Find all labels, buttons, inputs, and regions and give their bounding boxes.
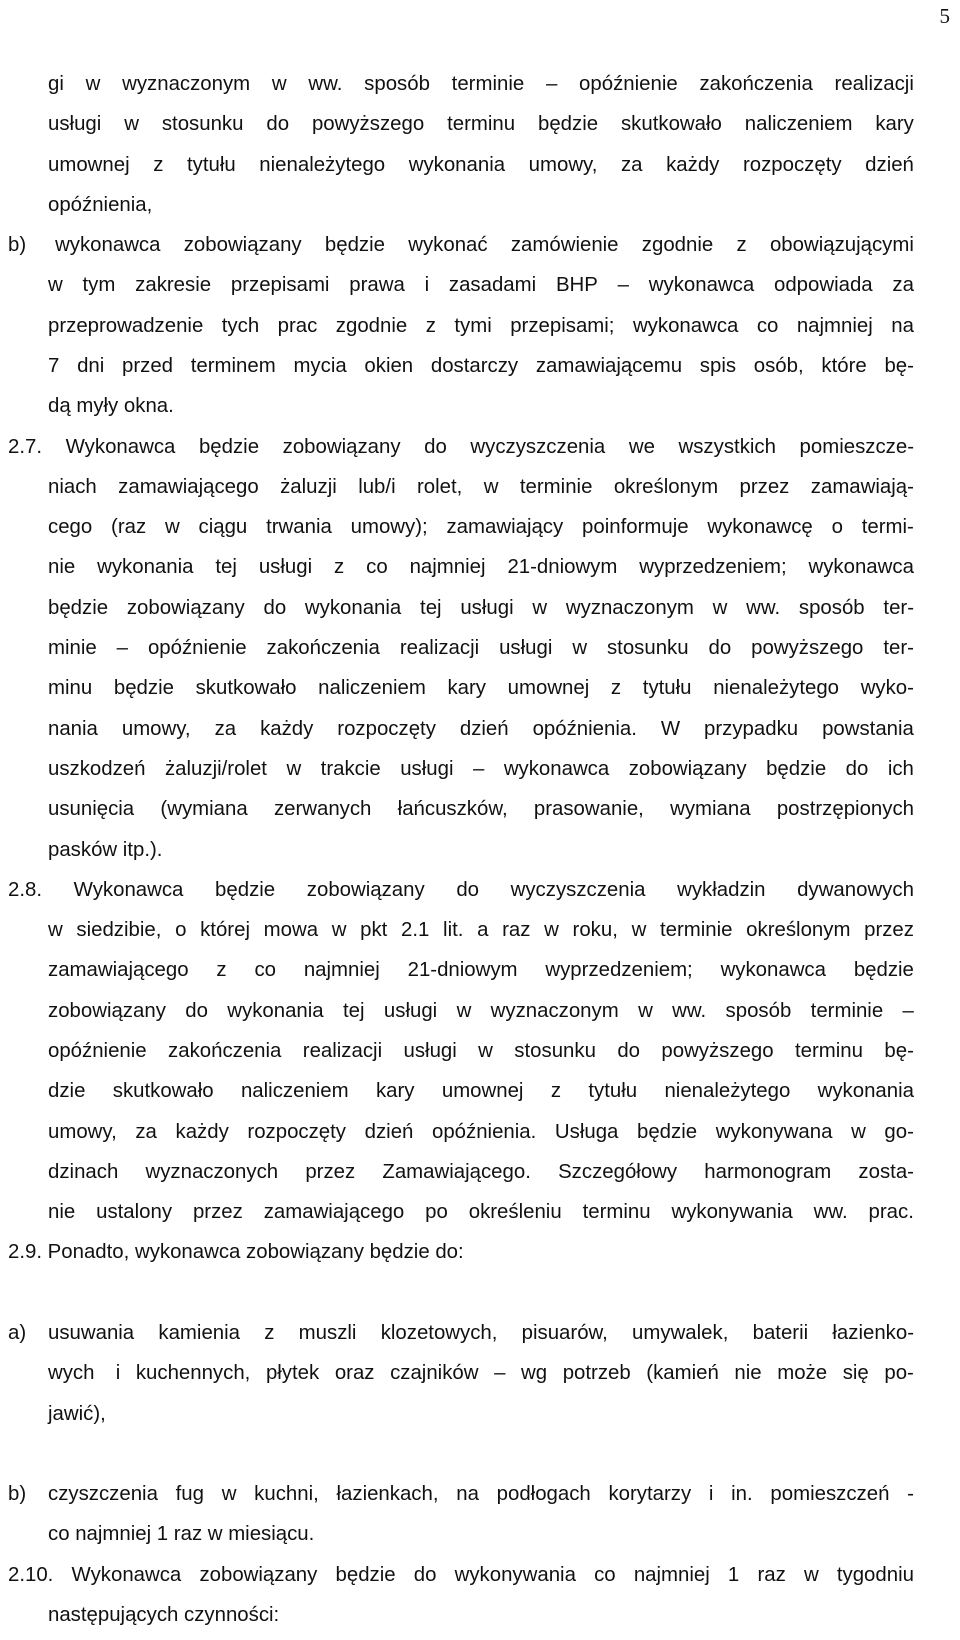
text-line: pasków itp.). (48, 839, 163, 861)
text-line: a) (8, 1322, 27, 1344)
text-line: opóźnienia, (48, 194, 153, 216)
text-line: zobowiązany do wykonania tej usługi w wyznaczonym w ww. sposób terminie – (48, 1000, 914, 1022)
text-line: usuwania kamienia z muszli klozetowych, pisuarów, umywalek, baterii łazienko- (48, 1322, 914, 1344)
text-line: nie wykonania tej usługi z co najmniej 21-dniowym wyprzedzeniem; wykonawca (48, 556, 914, 578)
text-line: 2.10. Wykonawca zobowiązany będzie do wykonywania co najmniej 1 raz w tygodniu (8, 1564, 914, 1586)
text-line: 2.8. Wykonawca będzie zobowiązany do wyczyszczenia wykładzin dywanowych (8, 879, 914, 901)
text-line: 7 dni przed terminem mycia okien dostarczy zamawiającemu spis osób, które bę- (48, 355, 914, 377)
text-line: nie ustalony przez zamawiającego po określeniu terminu wykonywania ww. prac. (48, 1201, 914, 1223)
text-line: 2.9. Ponadto, wykonawca zobowiązany będzie do: (8, 1241, 464, 1263)
text-line: b) wykonawca zobowiązany będzie wykonać zamówienie zgodnie z obowiązującymi (8, 234, 914, 256)
text-line: zamawiającego z co najmniej 21-dniowym wyprzedzeniem; wykonawca będzie (48, 959, 914, 981)
text-line: opóźnienie zakończenia realizacji usługi w stosunku do powyższego terminu bę- (48, 1040, 914, 1062)
text-line: jawić), (48, 1403, 106, 1425)
text-line: wych i kuchennych, płytek oraz czajników – wg potrzeb (kamień nie może się po- (48, 1362, 914, 1384)
text-line: usługi w stosunku do powyższego terminu będzie skutkowało naliczeniem kary (48, 113, 914, 135)
text-line: czyszczenia fug w kuchni, łazienkach, na podłogach korytarzy i in. pomieszczeń - (48, 1483, 914, 1505)
text-line: cego (raz w ciągu trwania umowy); zamawiający poinformuje wykonawcę o termi- (48, 516, 914, 538)
text-line: uszkodzeń żaluzji/rolet w trakcie usługi – wykonawca zobowiązany będzie do ich (48, 758, 914, 780)
text-line: w tym zakresie przepisami prawa i zasadami BHP – wykonawca odpowiada za (48, 274, 914, 296)
text-line: będzie zobowiązany do wykonania tej usługi w wyznaczonym w ww. sposób ter- (48, 597, 914, 619)
text-line: usunięcia (wymiana zerwanych łańcuszków, prasowanie, wymiana postrzępionych (48, 798, 914, 820)
text-line: minu będzie skutkowało naliczeniem kary umownej z tytułu nienależytego wyko- (48, 677, 914, 699)
text-line: nania umowy, za każdy rozpoczęty dzień opóźnienia. W przypadku powstania (48, 718, 914, 740)
text-line: co najmniej 1 raz w miesiącu. (48, 1523, 315, 1545)
text-line: dą myły okna. (48, 395, 174, 417)
text-line: b) (8, 1483, 27, 1505)
text-line: minie – opóźnienie zakończenia realizacji usługi w stosunku do powyższego ter- (48, 637, 914, 659)
text-line: w siedzibie, o której mowa w pkt 2.1 lit. a raz w roku, w terminie określonym przez (48, 919, 914, 941)
page-number: 5 (939, 4, 950, 28)
text-line: umowy, za każdy rozpoczęty dzień opóźnienia. Usługa będzie wykonywana w go- (48, 1121, 914, 1143)
text-line: następujących czynności: (48, 1604, 280, 1626)
text-line: dzinach wyznaczonych przez Zamawiającego. Szczegółowy harmonogram zosta- (48, 1161, 914, 1183)
text-line: niach zamawiającego żaluzji lub/i rolet, w terminie określonym przez zamawiają- (48, 476, 914, 498)
text-line: przeprowadzenie tych prac zgodnie z tymi przepisami; wykonawca co najmniej na (48, 315, 914, 337)
text-line: umownej z tytułu nienależytego wykonania umowy, za każdy rozpoczęty dzień (48, 154, 914, 176)
text-line: gi w wyznaczonym w ww. sposób terminie – opóźnienie zakończenia realizacji (48, 73, 914, 95)
text-line: 2.7. Wykonawca będzie zobowiązany do wyczyszczenia we wszystkich pomieszcze- (8, 436, 914, 458)
text-line: dzie skutkowało naliczeniem kary umownej z tytułu nienależytego wykonania (48, 1080, 914, 1102)
